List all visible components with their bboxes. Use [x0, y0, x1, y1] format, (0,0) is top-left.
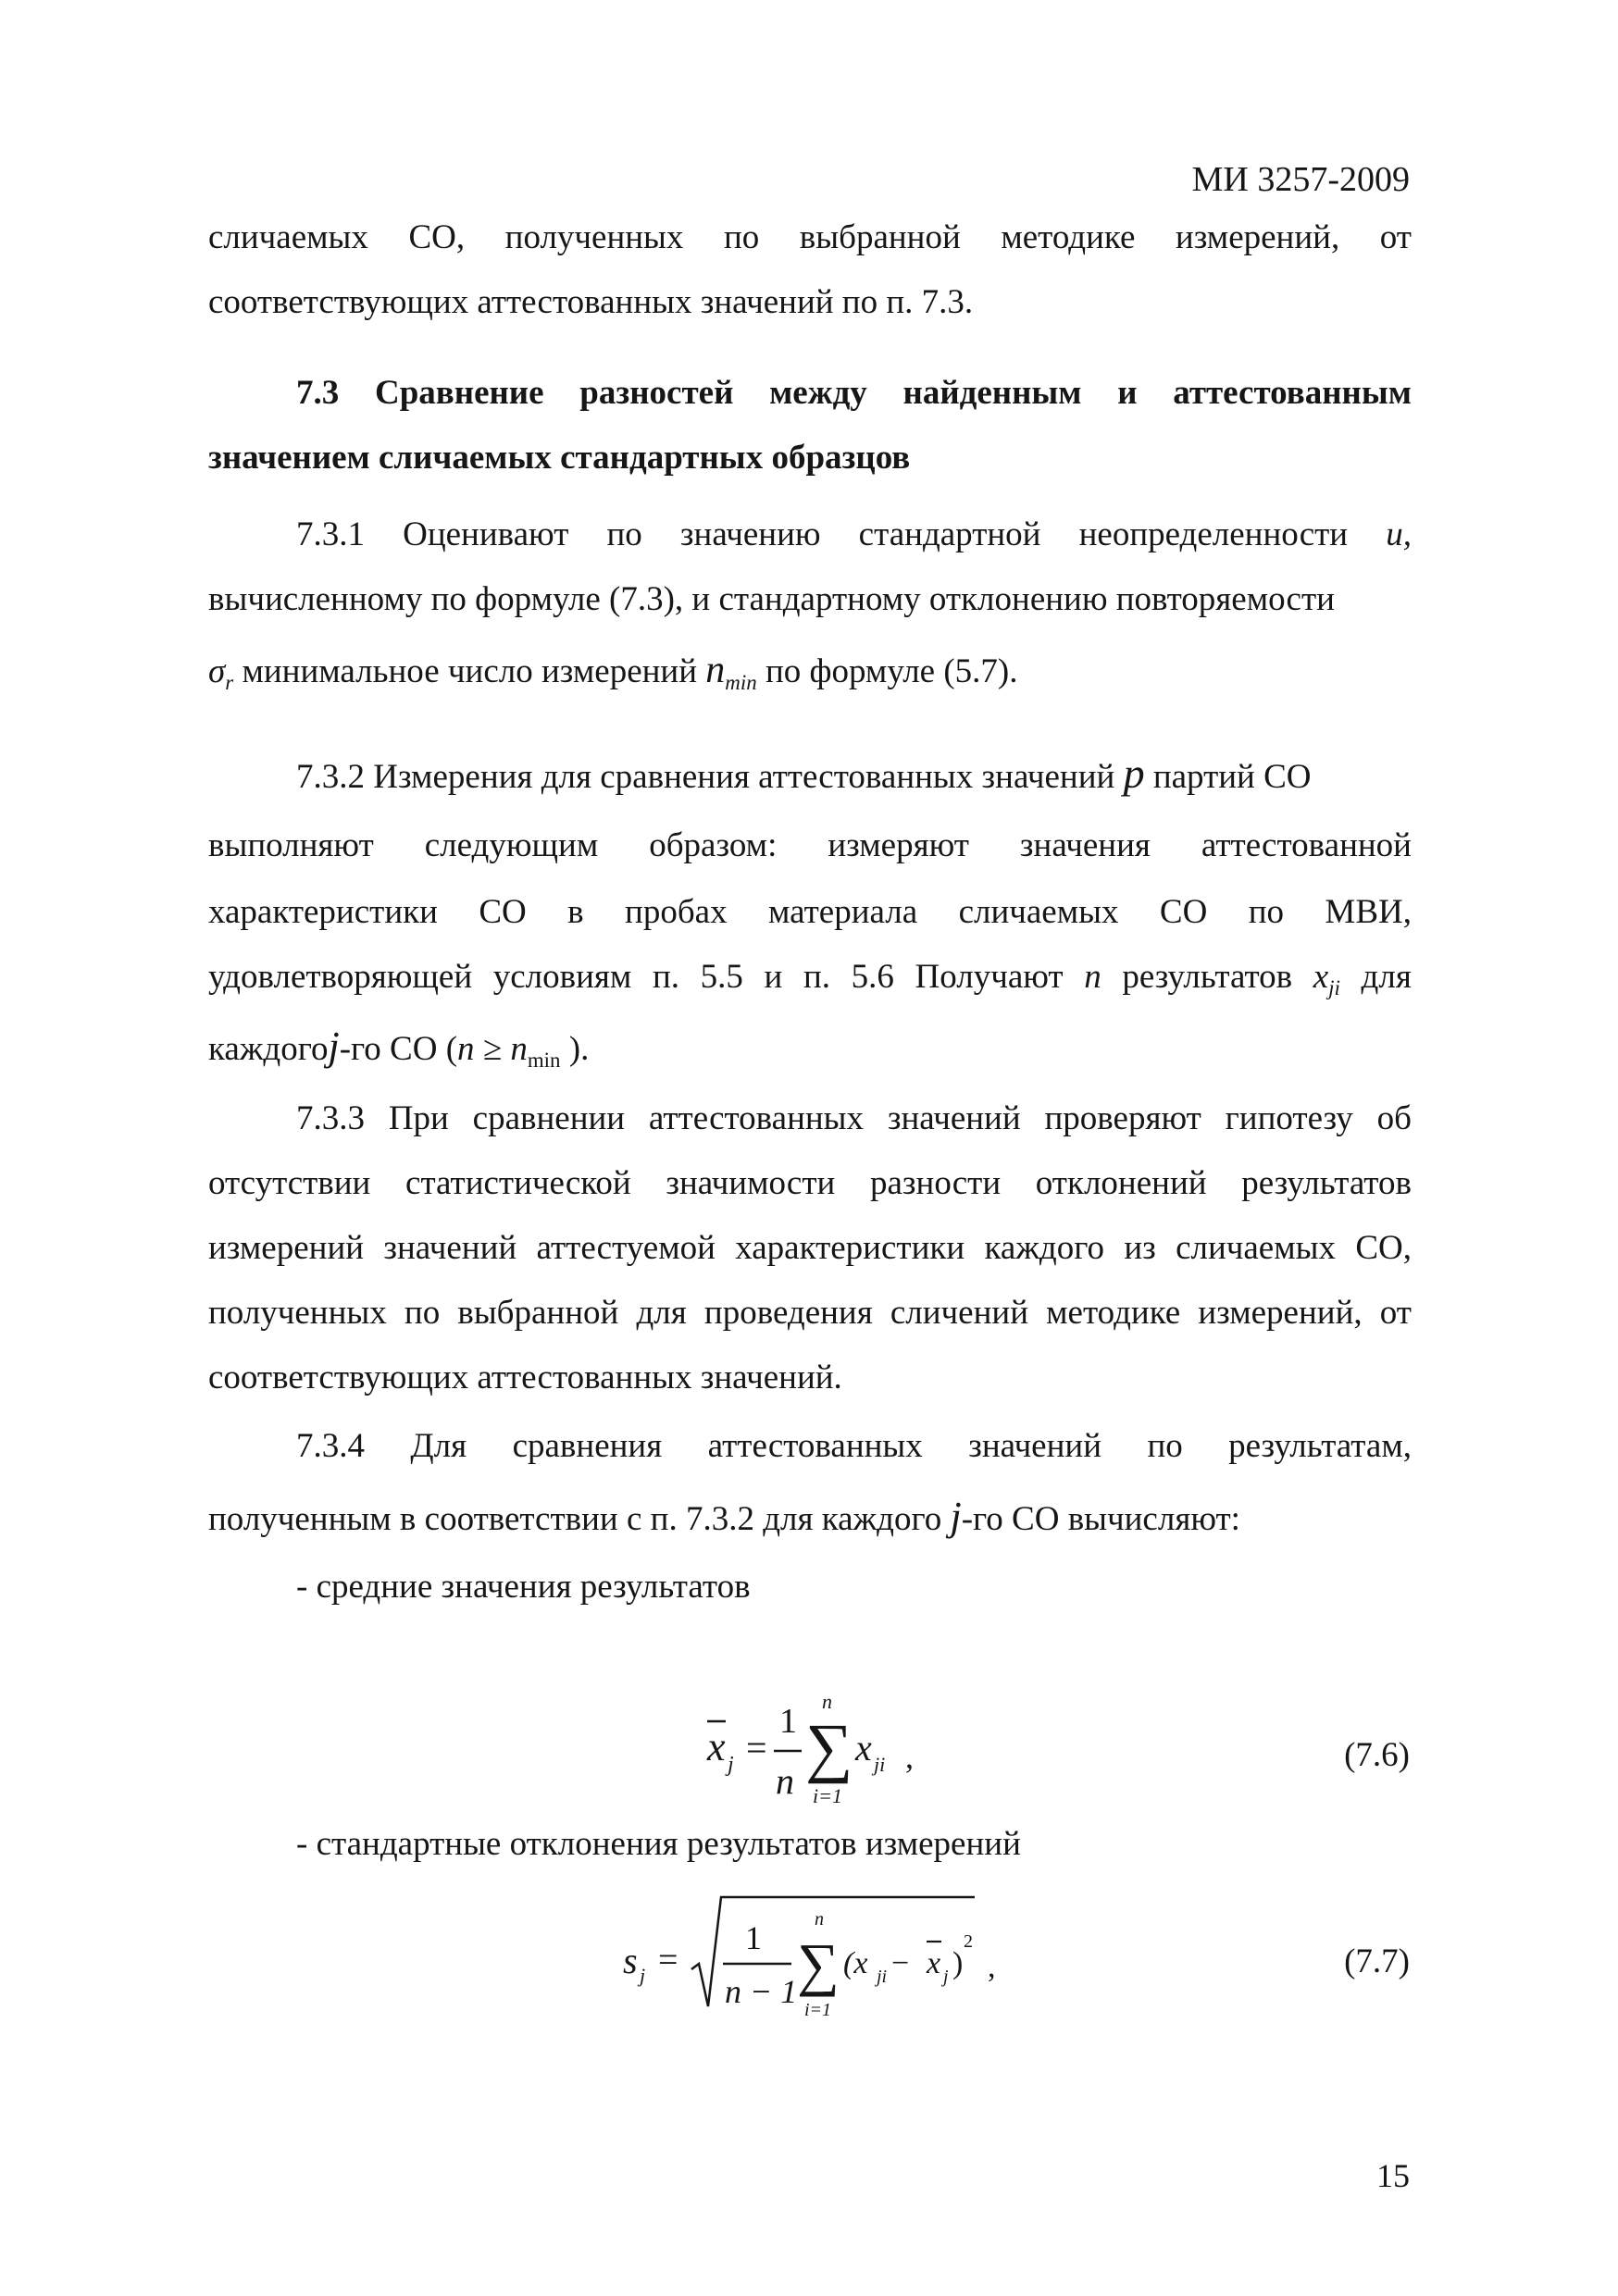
word: СО — [479, 893, 527, 931]
text-run: -го СО вычисляют: — [961, 1500, 1240, 1538]
word: материала — [768, 893, 918, 931]
word: 5.6 — [851, 958, 894, 996]
p734-line-1 — [208, 1414, 1412, 1479]
word: полученных — [504, 218, 684, 256]
p731-line-1 — [208, 503, 1412, 567]
page-number: 15 — [1376, 2157, 1410, 2194]
sigma-subscript: r — [225, 671, 234, 695]
word: образом: — [649, 826, 778, 864]
word: характеристики — [208, 893, 438, 931]
equals-sign: = — [658, 1941, 678, 1980]
paragraph-7-3-3 — [208, 1086, 1412, 1410]
word: из — [1124, 1229, 1156, 1267]
formula-7-6 — [685, 1675, 963, 1823]
word: значению — [679, 515, 821, 553]
summand-subscript: ji — [874, 1753, 886, 1776]
summand-x: x — [855, 1727, 872, 1769]
minus-sign: − — [891, 1946, 910, 1980]
word: методике — [1046, 1294, 1181, 1332]
word: в — [567, 893, 584, 931]
word: СО, — [408, 218, 466, 256]
word: выбранной — [457, 1294, 619, 1332]
heading-line-1 — [208, 361, 1412, 426]
word: методике — [1001, 218, 1136, 256]
word: результатов — [1241, 1164, 1412, 1202]
list-item-std-dev: - стандартные отклонения результатов измерений — [296, 1825, 1021, 1863]
word: между — [769, 374, 867, 412]
word: и — [1117, 374, 1138, 412]
word: сравнении — [472, 1099, 626, 1137]
word: 7.3.3 — [296, 1099, 365, 1137]
word: условиям — [492, 958, 632, 996]
word: измерений — [208, 1229, 365, 1267]
u-symbol: u, — [1386, 515, 1412, 553]
word: значений — [383, 1229, 517, 1267]
word: сравнения — [512, 1427, 663, 1465]
x-subscript: ji — [877, 1967, 888, 1987]
word: от — [1379, 218, 1412, 256]
word: для — [636, 1294, 687, 1332]
p733-line-5: соответствующих аттестованных значений. — [208, 1359, 842, 1396]
p734-line-2 — [208, 1479, 1412, 1555]
sum-upper-limit: n — [822, 1690, 832, 1713]
word: значимости — [666, 1164, 836, 1202]
list-item-means: - средние значения результатов — [296, 1568, 751, 1606]
word: значения — [1019, 826, 1151, 864]
word: сличаемых — [958, 893, 1119, 931]
x-symbol: x — [1313, 958, 1329, 996]
mean-x-subscript: j — [943, 1967, 949, 1987]
word: п. — [803, 958, 831, 996]
word: по — [1248, 893, 1285, 931]
p733-line-2 — [208, 1151, 1412, 1216]
word: измеряют — [828, 826, 969, 864]
word: и — [764, 958, 783, 996]
p731-line-2: вычисленному по формуле (7.3), и стандартному отклонению повторяемости — [208, 580, 1335, 618]
word: пробах — [625, 893, 728, 931]
word: разности — [869, 1164, 1002, 1202]
word: измерений, — [1175, 218, 1340, 256]
n-symbol: n — [705, 649, 726, 691]
word: удовлетворяющей — [208, 958, 473, 996]
word: гипотезу — [1225, 1099, 1353, 1137]
formula-lhs-subscript: j — [728, 1753, 734, 1777]
paragraph-7-3-4 — [208, 1414, 1412, 1620]
paragraph-7-3-2 — [208, 736, 1412, 1084]
text-run: -го СО ( — [339, 1030, 458, 1068]
word: следующим — [424, 826, 599, 864]
word: сличений — [890, 1294, 1028, 1332]
word: статистической — [405, 1164, 631, 1202]
word: СО — [1159, 893, 1208, 931]
text-run: каждого — [208, 1030, 329, 1068]
formula-number-7-6: (7.6) — [1344, 1736, 1410, 1774]
sigma-sum-icon: ∑ — [797, 1931, 840, 1997]
word: разностей — [579, 374, 734, 412]
word: значений — [968, 1427, 1102, 1465]
sum-lower-limit: i=1 — [813, 1784, 842, 1807]
text-run: полученным в соответствии с п. 7.3.2 для каждого — [208, 1500, 951, 1538]
word: для — [1361, 958, 1412, 996]
word: п. — [652, 958, 680, 996]
word: неопределенности — [1078, 515, 1349, 553]
power-two: 2 — [964, 1931, 973, 1952]
n-symbol: n — [1084, 958, 1101, 996]
x-subscript: ji — [1328, 976, 1340, 1000]
word: измерений, — [1198, 1294, 1363, 1332]
formula-lhs-s: s — [623, 1940, 638, 1981]
j-symbol: j — [328, 1024, 340, 1069]
word: сличаемых — [208, 218, 368, 256]
document-code: МИ 3257-2009 — [1191, 160, 1410, 199]
n-subscript: min — [725, 671, 757, 695]
word: результатов — [1122, 958, 1293, 996]
intro-paragraph — [208, 205, 1412, 335]
fraction-numerator: 1 — [745, 1919, 762, 1956]
word: по — [1147, 1427, 1183, 1465]
word: значений — [887, 1099, 1021, 1137]
heading-line-2: значением сличаемых стандартных образцов — [208, 439, 911, 477]
fraction-denominator: n − 1 — [725, 1973, 798, 2010]
intro-line-2: соответствующих аттестованных значений по п. 7.3. — [208, 283, 974, 321]
word: полученных — [208, 1294, 387, 1332]
p732-line-4 — [208, 945, 1412, 1010]
word: характеристики — [735, 1229, 965, 1267]
p733-line-4 — [208, 1281, 1412, 1346]
word: Получают — [915, 958, 1064, 996]
j-symbol: j — [950, 1494, 962, 1539]
equals-sign: = — [746, 1727, 767, 1769]
word: аттестуемой — [536, 1229, 716, 1267]
text-run: 7.3.2 Измерения для сравнения аттестованных значений — [296, 758, 1124, 796]
p732-line-2 — [208, 812, 1412, 880]
formula-lhs-subscript: j — [640, 1964, 646, 1987]
word: проведения — [703, 1294, 873, 1332]
word: результатам, — [1228, 1427, 1412, 1465]
word: выполняют — [208, 826, 374, 864]
paren-close: ) — [952, 1946, 964, 1980]
word: аттестованных — [707, 1427, 923, 1465]
p731-line-3 — [208, 632, 1412, 708]
n-min-subscript: min — [527, 1049, 561, 1073]
word: Оценивают — [403, 515, 569, 553]
formula-comma: , — [905, 1738, 914, 1775]
word: отсутствии — [208, 1164, 371, 1202]
formula-number-7-7: (7.7) — [1344, 1942, 1410, 1980]
mean-x: x — [927, 1946, 941, 1980]
word: от — [1379, 1294, 1412, 1332]
p733-line-1 — [208, 1086, 1412, 1151]
n-min-condition: n ≥ n — [457, 1030, 528, 1068]
word: каждого — [984, 1229, 1104, 1267]
sigma-symbol: σ — [208, 652, 226, 690]
text-run: минимальное число измерений — [233, 652, 706, 690]
word: по — [723, 218, 760, 256]
word: по — [606, 515, 642, 553]
p732-line-5 — [208, 1010, 1412, 1084]
word: проверяют — [1044, 1099, 1201, 1137]
p732-line-1 — [208, 736, 1412, 812]
p732-line-3 — [208, 880, 1412, 945]
word: 5.5 — [700, 958, 743, 996]
word: 7.3.1 — [296, 515, 365, 553]
word: выбранной — [799, 218, 961, 256]
section-heading-7-3 — [208, 361, 1412, 490]
sigma-sum-icon: ∑ — [805, 1710, 853, 1784]
word: аттестованной — [1201, 826, 1412, 864]
word: по — [404, 1294, 441, 1332]
word: Для — [410, 1427, 467, 1465]
word: Сравнение — [374, 374, 544, 412]
fraction-numerator: 1 — [779, 1702, 797, 1741]
p733-line-3 — [208, 1216, 1412, 1281]
word: стандартной — [858, 515, 1041, 553]
list-item-std-dev-container — [208, 1812, 1500, 1877]
intro-line-1 — [208, 205, 1412, 270]
word: СО, — [1355, 1229, 1412, 1267]
word: аттестованным — [1173, 374, 1412, 412]
text-run: по формуле (5.7). — [756, 652, 1018, 690]
word: аттестованных — [648, 1099, 865, 1137]
sum-lower-limit: i=1 — [804, 2000, 832, 2020]
paren-open-x: (x — [843, 1946, 868, 1980]
word: 7.3.4 — [296, 1427, 365, 1465]
formula-lhs-x: x — [707, 1724, 726, 1769]
text-run: партий СО — [1144, 758, 1312, 796]
word: сличаемых — [1176, 1229, 1336, 1267]
paragraph-7-3-1 — [208, 503, 1412, 708]
word: 7.3 — [296, 374, 340, 412]
p-symbol: p — [1123, 750, 1145, 797]
formula-comma: , — [988, 1950, 996, 1984]
word: При — [388, 1099, 449, 1137]
word: об — [1376, 1099, 1412, 1137]
word: найденным — [902, 374, 1082, 412]
formula-7-7 — [606, 1888, 1032, 2027]
sum-upper-limit: n — [815, 1909, 824, 1930]
fraction-denominator: n — [776, 1760, 794, 1802]
word: отклонений — [1035, 1164, 1207, 1202]
text-run: ). — [560, 1030, 590, 1068]
word: МВИ, — [1325, 893, 1412, 931]
